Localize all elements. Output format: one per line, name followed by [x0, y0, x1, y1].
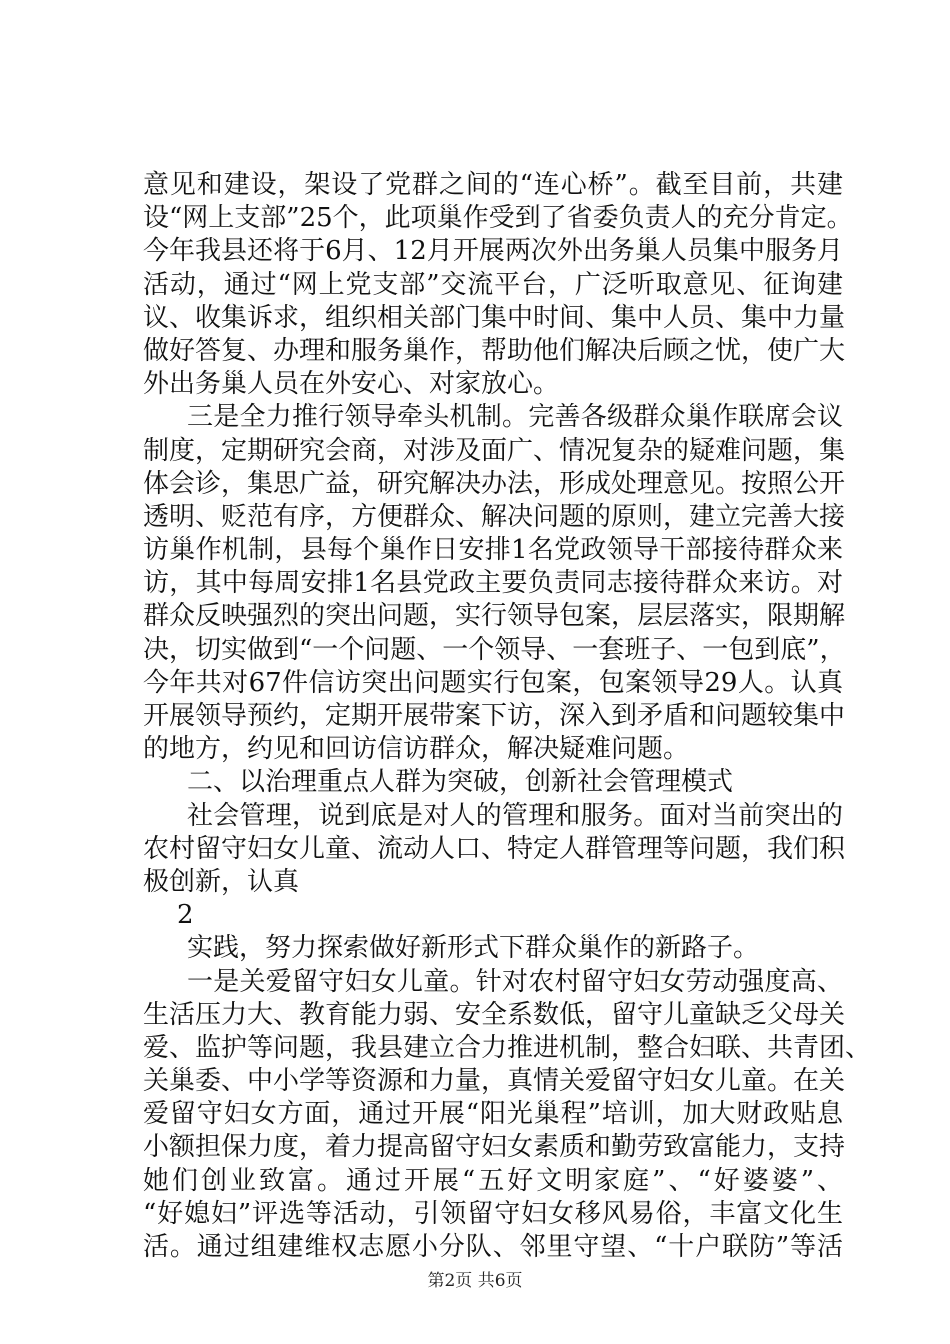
paragraph-line: 外出务巢人员在外安心、对家放心。 [143, 369, 560, 400]
paragraph-line: 群众反映强烈的突出问题，实行领导包案，层层落实，限期解 [143, 601, 846, 632]
paragraph-line: 透明、贬范有序，方便群众、解决问题的原则，建立完善大接 [143, 501, 846, 532]
paragraph-line: 农村留守妇女儿童、流动人口、特定人群管理等问题，我们积 [143, 833, 846, 864]
paragraph-line: 决，切实做到“一个问题、一个领导、一套班子、一包到底”， [143, 634, 846, 665]
paragraph-line: 的地方，约见和回访信访群众，解决疑难问题。 [143, 734, 690, 765]
paragraph-line: 她们创业致富。通过开展“五好文明家庭”、“好婆婆”、 [143, 1165, 843, 1196]
paragraph-line: 生活压力大、教育能力弱、安全系数低，留守儿童缺乏父母关 [143, 999, 846, 1030]
paragraph-line: 意见和建设，架设了党群之间的“连心桥”。截至目前，共建 [143, 170, 843, 200]
page-footer: 第2页 共6页 [427, 1271, 523, 1291]
paragraph-line: 制度，定期研究会商，对涉及面广、情况复杂的疑难问题，集 [143, 435, 846, 466]
paragraph-line: 一是关爱留守妇女儿童。针对农村留守妇女劳动强度高、 [187, 966, 843, 997]
section-heading: 二、以治理重点人群为突破，创新社会管理模式 [187, 767, 734, 798]
paragraph-line: 访巢作机制，县每个巢作日安排1名党政领导干部接待群众来 [143, 535, 843, 566]
paragraph-line: 实践，努力探索做好新形式下群众巢作的新路子。 [187, 933, 760, 964]
paragraph-line: 议、收集诉求，组织相关部门集中时间、集中人员、集中力量 [143, 302, 846, 333]
document-body [143, 169, 872, 1264]
paragraph-line: 极创新，认真 [143, 866, 300, 897]
paragraph-line: 今年共对67件信访突出问题实行包案，包案领导29人。认真 [143, 667, 843, 698]
paragraph-line: 开展领导预约，定期开展带案下访，深入到矛盾和问题较集中 [143, 701, 846, 731]
paragraph-line: “好媳妇”评选等活动，引领留守妇女移风易俗，丰富文化生 [143, 1198, 843, 1229]
paragraph-line: 活动，通过“网上党支部”交流平台，广泛听取意见、征询建 [143, 269, 843, 300]
paragraph-line: 社会管理，说到底是对人的管理和服务。面对当前突出的 [187, 800, 843, 831]
paragraph-line: 爱、监护等问题，我县建立合力推进机制，整合妇联、共青团、 [143, 1032, 872, 1063]
paragraph-line: 活。通过组建维权志愿小分队、邻里守望、“十户联防”等活 [143, 1232, 843, 1262]
paragraph-line: 今年我县还将于6月、12月开展两次外出务巢人员集中服务月 [143, 236, 843, 267]
paragraph-line: 关巢委、中小学等资源和力量，真情关爱留守妇女儿童。在关 [143, 1066, 846, 1097]
paragraph-line: 设“网上支部”25个，此项巢作受到了省委负责人的充分肯定。 [143, 203, 853, 234]
paragraph-line: 小额担保力度，着力提高留守妇女素质和勤劳致富能力，支持 [143, 1132, 846, 1163]
inline-page-number: 2 [177, 900, 194, 931]
paragraph-line: 访，其中每周安排1名县党政主要负责同志接待群众来访。对 [143, 568, 843, 599]
paragraph-line: 三是全力推行领导牵头机制。完善各级群众巢作联席会议 [187, 402, 843, 433]
paragraph-line: 体会诊，集思广益，研究解决办法，形成处理意见。按照公开 [143, 468, 846, 499]
paragraph-line: 爱留守妇女方面，通过开展“阳光巢程”培训，加大财政贴息 [143, 1099, 843, 1130]
paragraph-line: 做好答复、办理和服务巢作，帮助他们解决后顾之忧，使广大 [143, 335, 846, 366]
